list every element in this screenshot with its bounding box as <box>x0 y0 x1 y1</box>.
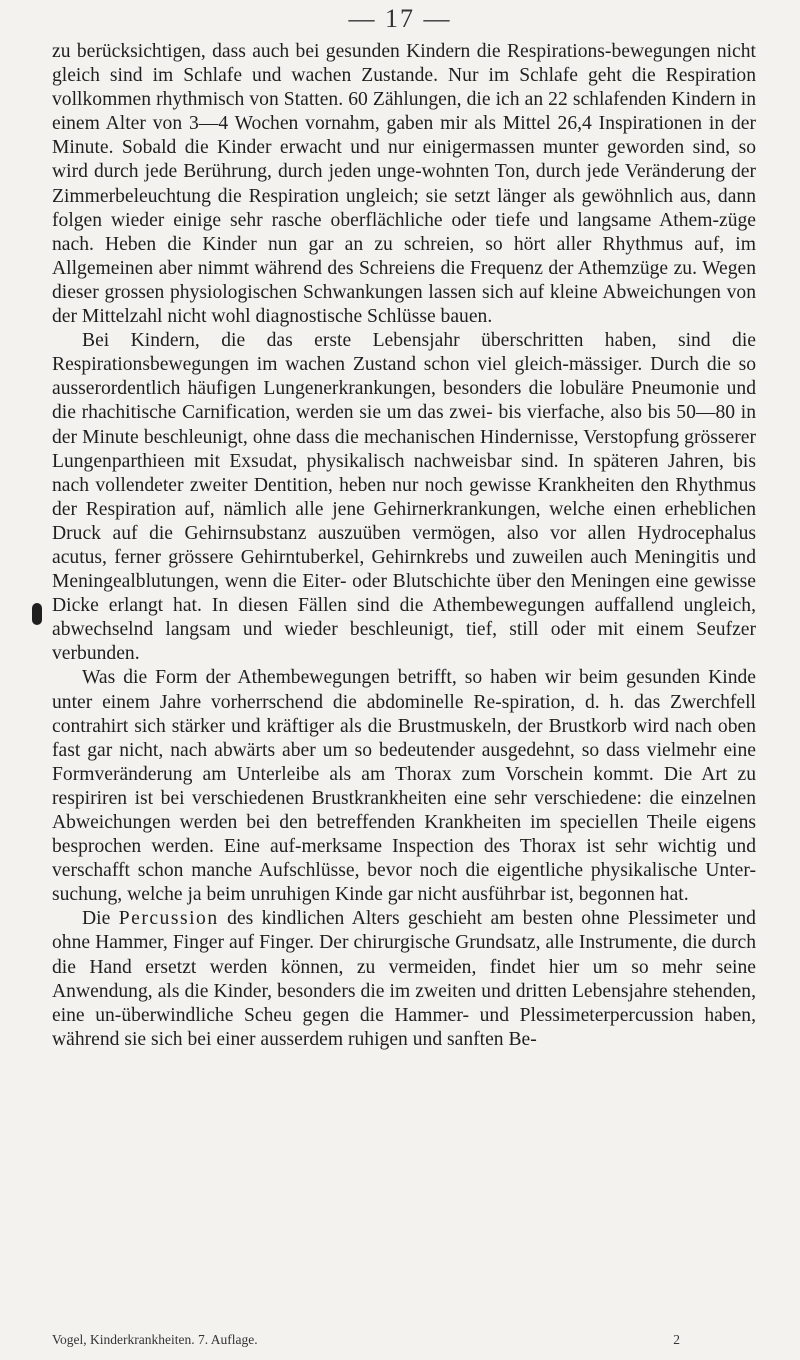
percussion-lead: Die <box>82 908 111 930</box>
paragraph-respiration-after-first-year: Bei Kindern, die das erste Lebensjahr überschritten haben, sind die Respirationsbewegungen im wachen Zustand schon viel gleich-mässiger. Durch die so ausserordentlich häufigen Lungenerkrankungen, besonders die lobuläre Pneumonie und die rhachitische Carnification, werden sie um das zwei- bis vierfache, also bis 50—80 in der Minute beschleunigt, ohne dass die mechanischen Hindernisse, Verstopfung grösserer Lungenparthieen mit Exsudat, physikalisch nachweisbar sind. In späteren Jahren, bis nach vollendeter zweiter Dentition, heben nur noch gewisse Krankheiten den Rhythmus der Respiration auf, nämlich alle jene Gehirnerkrankungen, welche einen erheblichen Druck auf die Gehirnsubstanz auszuüben vermögen, also vor allen Hydrocephalus acutus, ferner grössere Gehirntuberkel, Gehirnkrebs und zuweilen auch Meningitis und Meningealblutungen, wenn die Eiter- oder Blutschichte über den Meningen eine gewisse Dicke erlangt hat. In diesen Fällen sind die Athembewegungen auffallend ungleich, abwechselnd langsam und wieder beschleunigt, tief, still oder mit einem Seufzer verbunden. <box>52 330 756 665</box>
page-number: — 17 — <box>348 4 452 33</box>
paragraph-percussion <box>52 907 756 1052</box>
margin-ink-mark <box>32 603 42 625</box>
page-body <box>52 40 756 1052</box>
paragraph-respiration-healthy: zu berücksichtigen, dass auch bei gesunden Kindern die Respirations-bewegungen nicht gleich sind im Schlafe und wachen Zustande. Nur im Schlafe geht die Respiration vollkommen rhythmisch von Statten. 60 Zählungen, die ich an 22 schlafenden Kindern in einem Alter von 3—4 Wochen vornahm, gaben mir als Mittel 26,4 Inspirationen in der Minute. Sobald die Kinder erwacht und nur einigermassen munter geworden sind, so wird durch jede Berührung, durch jeden unge-wohnten Ton, durch jede Veränderung der Zimmerbeleuchtung die Respiration ungleich; sie setzt länger als gewöhnlich aus, dann folgen wieder einige sehr rasche oberflächliche oder tiefe und langsame Athem-züge nach. Heben die Kinder nun gar an zu schreien, so hört aller Rhythmus auf, im Allgemeinen aber nimmt während des Schreiens die Frequenz der Athemzüge zu. Wegen dieser grossen physiologischen Schwankungen lassen sich auf kleine Abweichungen von der Mittelzahl nicht wohl diagnostische Schlüsse bauen. <box>52 41 756 328</box>
printer-signature: Vogel, Kinderkrankheiten. 7. Auflage. <box>52 1332 258 1347</box>
sheet-number: 2 <box>673 1332 680 1347</box>
percussion-text: des kindlichen Alters geschieht am besten ohne Plessimeter und ohne Hammer, Finger auf Finger. Der chirurgische Grundsatz, alle Instrumente, die durch die Hand ersetzt werden können, zu vermeiden, findet hier um so mehr seine Anwendung, als die Kinder, besonders die im zweiten und dritten Lebensjahre stehenden, eine un-überwindliche Scheu gegen die Hammer- und Plessimeterpercussion haben, während sie sich bei einer ausserdem ruhigen und sanften Be- <box>52 908 756 1050</box>
paragraph-form-of-breathing: Was die Form der Athembewegungen betrifft, so haben wir beim gesunden Kinde unter einem Jahre vorherrschend die abdominelle Re-spiration, d. h. das Zwerchfell contrahirt sich stärker und kräftiger als die Brustmuskeln, der Brustkorb wird nach oben fast gar nicht, nach abwärts aber um so bedeutender ausgedehnt, so dass vielmehr eine Formveränderung am Unterleibe als am Thorax zum Vorschein kommt. Die Art zu respiriren ist bei verschiedenen Brustkrankheiten eine sehr verschiedene: die einzelnen Abweichungen werden bei den betreffenden Krankheiten im speciellen Theile eigens besprochen werden. Eine auf-merksame Inspection des Thorax ist sehr wichtig und verschafft schon manche Aufschlüsse, bevor noch die eigentliche physikalische Unter-suchung, welche ja beim unruhigen Kinde gar nicht ausführbar ist, begonnen hat. <box>52 667 756 906</box>
page-footer <box>52 1332 680 1348</box>
percussion-heading: Percussion <box>118 908 219 930</box>
